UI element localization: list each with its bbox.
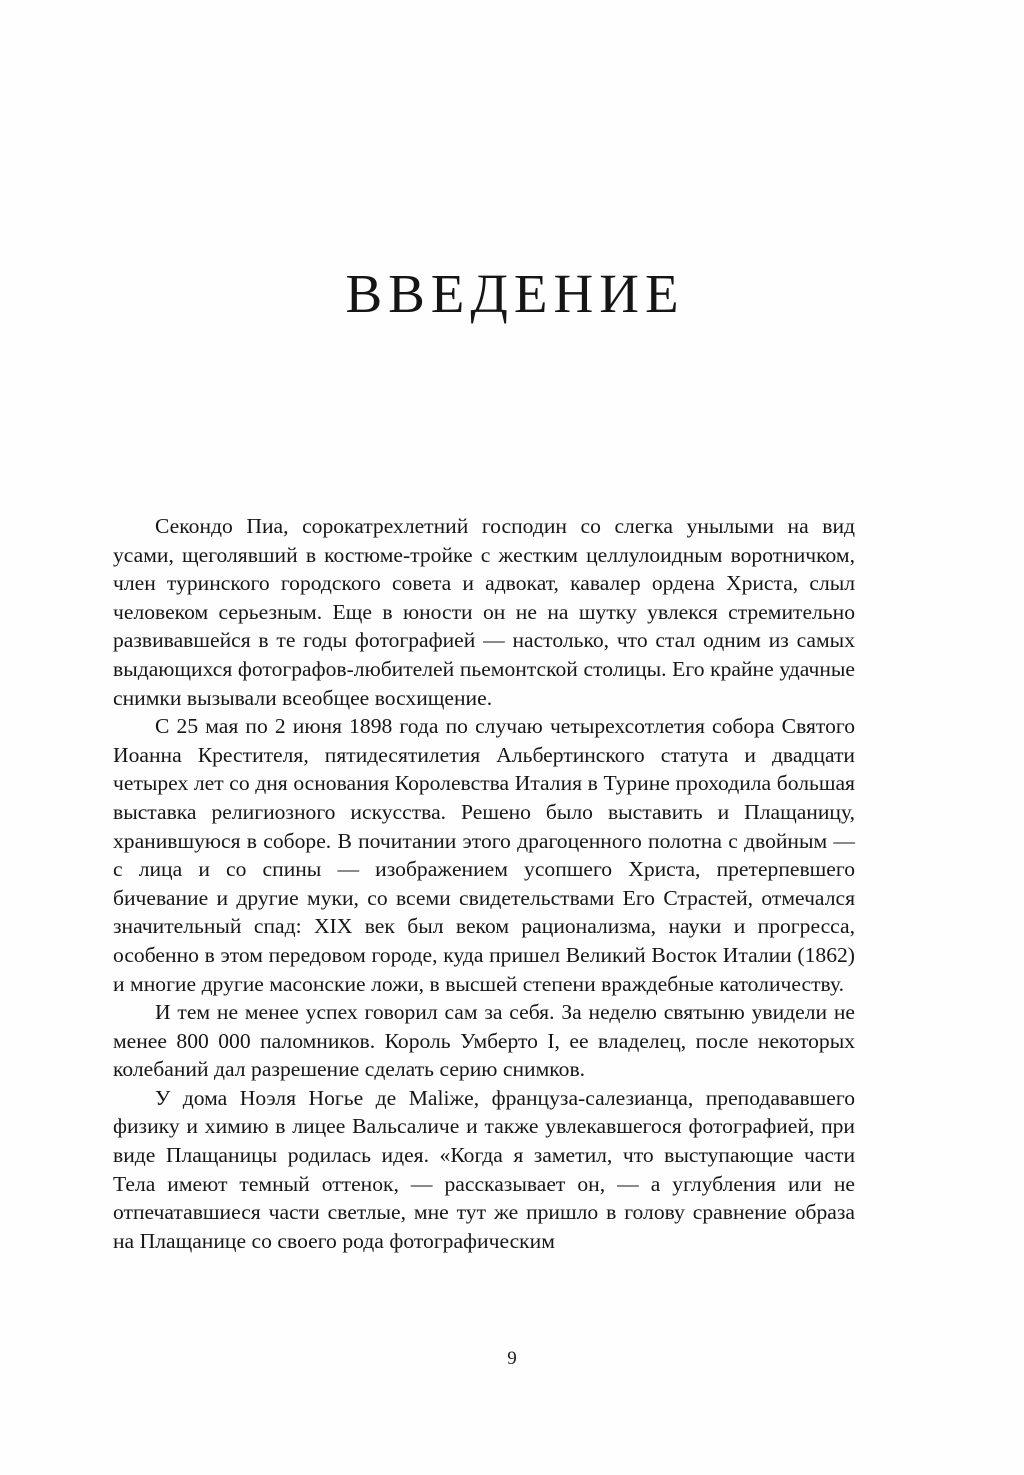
paragraph: Секондо Пиа, сорокатрехлетний господин со слегка унылыми на вид усами, щеголявший в костюме-тройке с жестким целлулоидным воротничком, член туринского городского совета и адвокат, кавалер ордена Христа, слыл человеком серьезным. Еще в юности он не на шутку увлекся стремительно развивавшейся в те годы фотографией — настолько, что стал одним из самых выдающихся фотографов-любителей пьемонтской столицы. Его крайне удачные снимки вызывали всеобщее восхищение. [113,514,855,710]
paragraph: С 25 мая по 2 июня 1898 года по случаю четырехсотлетия собора Святого Иоанна Крестителя, пятидесятилетия Альбертинского статута и двадцати четырех лет со дня основания Королевства Италия в Турине проходила большая выставка религиозного искусства. Решено было выставить и Плащаницу, хранившуюся в соборе. В почитании этого драгоценного полотна с двойным — с лица и со спины — изображением усопшего Христа, претерпевшего бичевание и другие муки, со всеми свидетельствами Его Страстей, отмечался значительный спад: XIX век был веком рационализма, науки и прогресса, особенно в этом передовом городе, куда пришел Великий Восток Италии (1862) и многие другие масонские ложи, в высшей степени враждебные католичеству. [113,714,855,996]
page-number: 9 [507,1348,517,1369]
paragraph: И тем не менее успех говорил сам за себя. За неделю святыню увидели не менее 800 000 паломников. Король Умберто I, ее владелец, после некоторых колебаний дал разрешение сделать серию снимков. [113,1000,855,1082]
paragraph: У дома Ноэля Ногье де Маliже, француза-салезианца, преподававшего физику и химию в лицее Вальсаличе и также увлекавшегося фотографией, при виде Плащаницы родилась идея. «Когда я заметил, что выступающие части Тела имеют темный оттенок, — рассказывает он, — а углубления или не отпечатавшиеся части светлые, мне тут же пришло в голову сравнение образа на Плащанице со своего рода фотографическим [113,1085,855,1253]
page-title: ВВЕДЕНИЕ [345,262,685,324]
body-text-block [113,512,855,1255]
